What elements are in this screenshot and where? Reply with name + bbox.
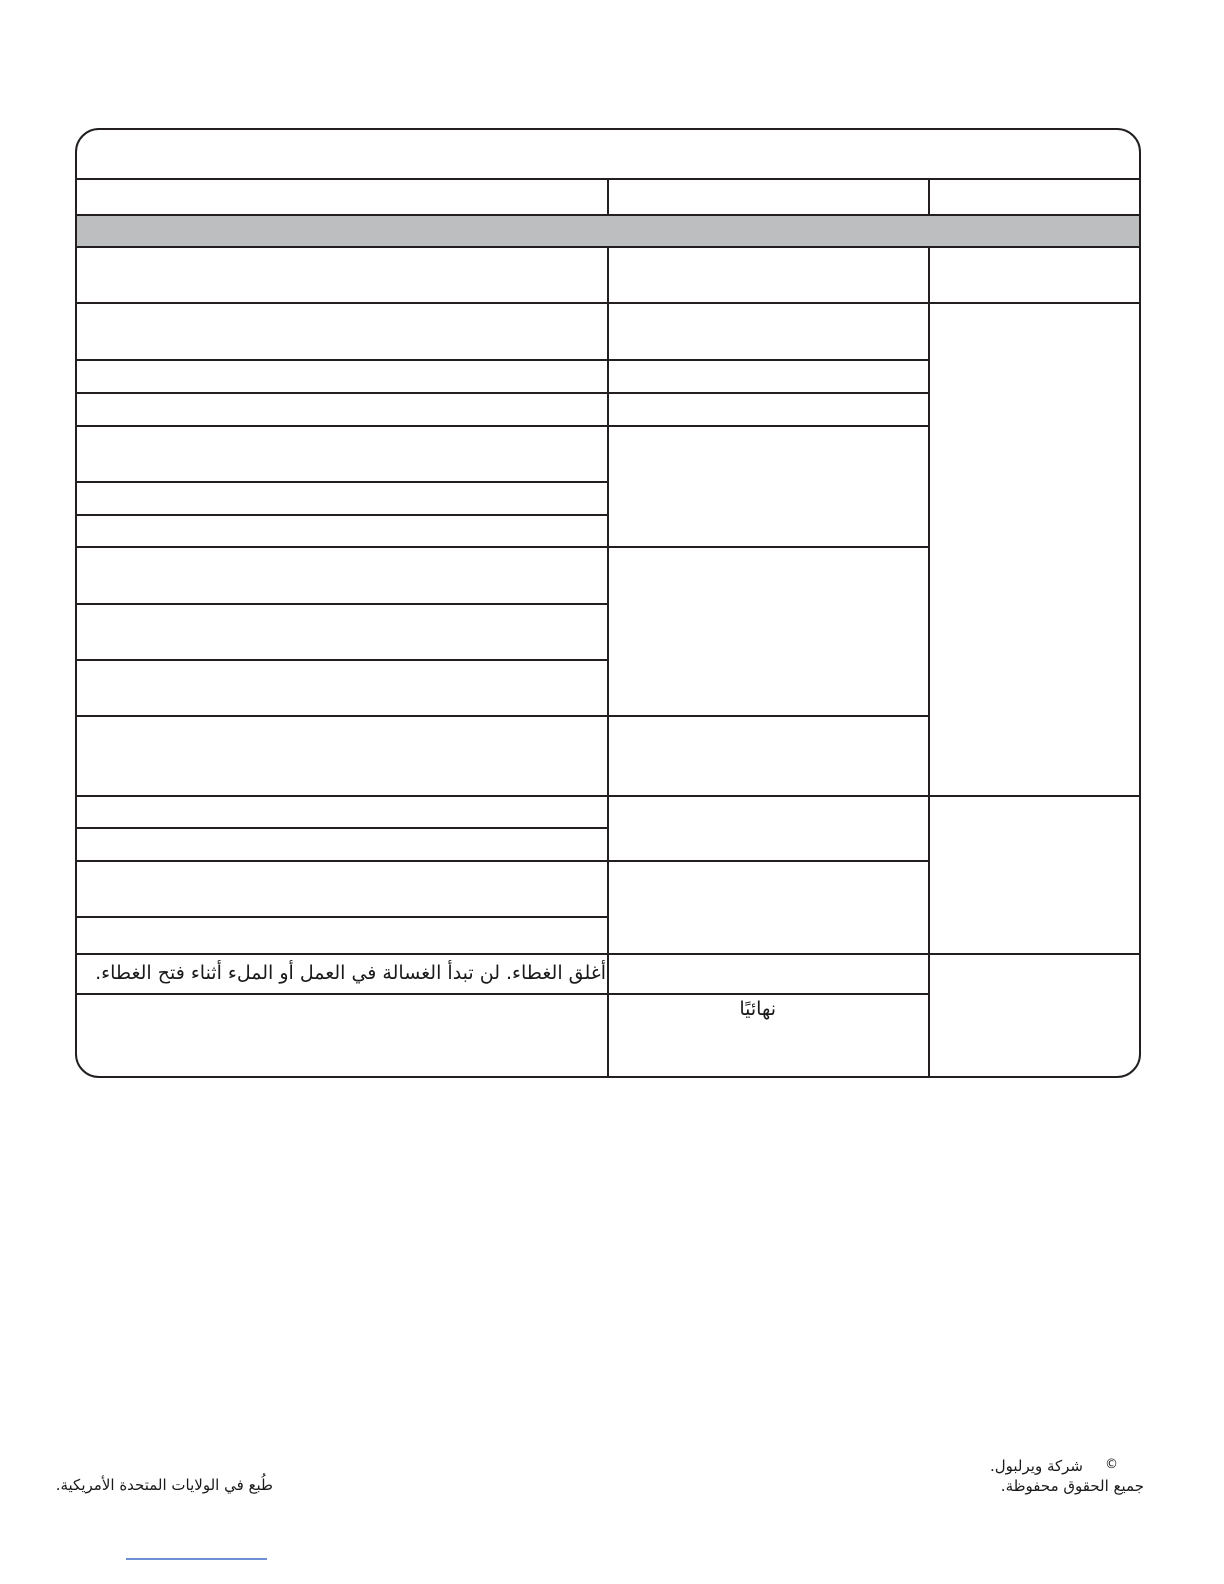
column-divider: [928, 178, 930, 216]
rights-reserved: جميع الحقوق محفوظة.: [1000, 1477, 1144, 1495]
link-underline: [126, 1558, 267, 1560]
table-rule: [77, 715, 929, 717]
table-rule: [77, 860, 929, 862]
table-rule: [77, 514, 608, 516]
table-rule: [77, 659, 608, 661]
cell-final: نهائيًا: [739, 998, 776, 1020]
table-rule: [77, 827, 608, 829]
company-name: شركة ويرلبول.: [989, 1457, 1083, 1475]
column-divider: [607, 246, 609, 1077]
table-rule: [77, 993, 929, 995]
table-rule: [77, 481, 608, 483]
column-divider: [928, 246, 930, 1077]
table-rule: [77, 603, 608, 605]
cell-close-lid: أغلق الغطاء. لن تبدأ الغسالة في العمل أو الملء أثناء فتح الغطاء.: [95, 962, 606, 984]
copyright-symbol: ©: [1105, 1457, 1118, 1472]
column-divider: [607, 178, 609, 216]
table-rule: [77, 916, 608, 918]
table-rule: [77, 425, 929, 427]
table-rule: [77, 392, 929, 394]
printed-in-usa: طُبع في الولايات المتحدة الأمريكية.: [55, 1476, 273, 1494]
table-rule: [77, 359, 929, 361]
table-rule: [77, 546, 929, 548]
section-header-band: [77, 216, 1139, 247]
